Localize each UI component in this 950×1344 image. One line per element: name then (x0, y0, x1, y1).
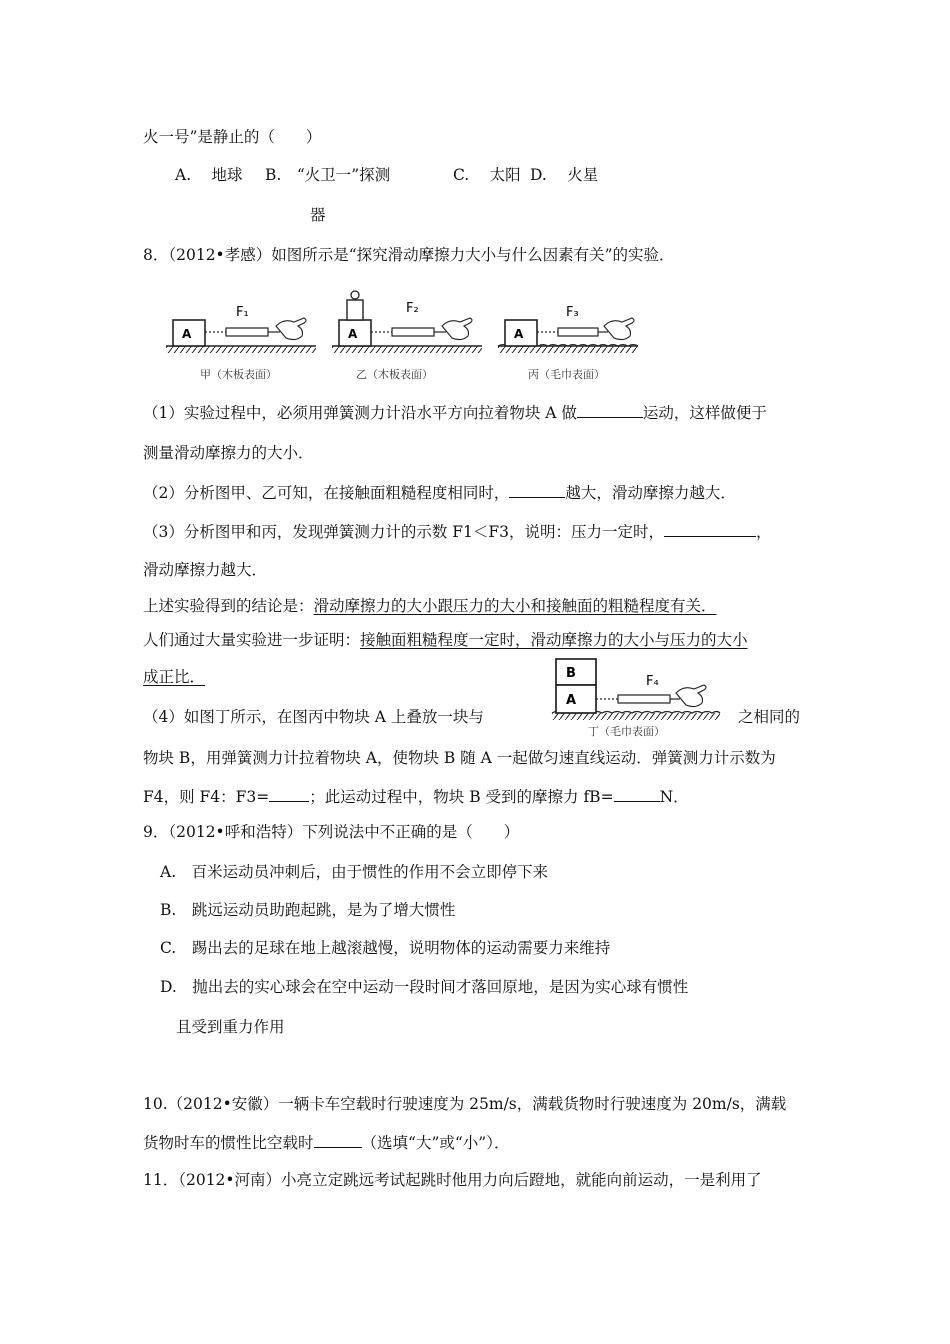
q8-part4-line3: F4，则 F4：F3= ；此运动过程中，物块 B 受到的摩擦力 fB= N． (143, 788, 689, 806)
hand-icon (676, 685, 706, 707)
q7-option-b-wrap: 器 (310, 206, 326, 224)
answer-blank-2[interactable] (509, 483, 565, 498)
q9-stem: 9．（2012•呼和浩特）下列说法中不正确的是（ ） (143, 823, 520, 841)
q9-option-d: D. 抛出去的实心球会在空中运动一段时间才落回原地，是因为实心球有惯性 (160, 978, 689, 996)
figure-panel-yi (332, 291, 482, 381)
q7-option-d: D. 火星 (530, 166, 599, 184)
q8-conclusion-1: 上述实验得到的结论是：滑动摩擦力的大小跟压力的大小和接触面的粗糙程度有关． (143, 597, 717, 615)
figure-panel-ding (548, 655, 726, 741)
spring-scale (226, 328, 268, 336)
force-label-f2: F₂ (406, 301, 419, 316)
block-b-label: B (566, 666, 576, 681)
caption-bing: 丙（毛巾表面） (528, 368, 605, 381)
block-a-label: A (348, 327, 358, 341)
q8-part2: （2）分析图甲、乙可知，在接触面粗糙程度相同时， 越大，滑动摩擦力越大． (143, 484, 736, 502)
q10-line1: 10.（2012•安徽）一辆卡车空载时行驶速度为 25m/s，满载货物时行驶速度为 20m/s，满载 (143, 1095, 787, 1113)
block-a-label: A (566, 693, 577, 708)
block-b (556, 659, 596, 685)
q8-part3-line1: （3）分析图甲和丙，发现弹簧测力计的示数 F1＜F3，说明：压力一定时， ， (143, 523, 772, 541)
friction-experiment-figure (160, 284, 650, 388)
q10-line2: 货物时车的惯性比空载时 （选填“大”或“小”）． (143, 1134, 510, 1152)
answer-blank-4[interactable] (269, 787, 309, 802)
q8-part4-line2: 物块 B，用弹簧测力计拉着物块 A，使物块 B 随 A 一起做匀速直线运动．弹簧测力计示数为 (143, 749, 776, 767)
block-a-label: A (514, 327, 524, 341)
q7-tail: 火一号”是静止的（ ） (143, 128, 322, 146)
spring-scale (392, 328, 434, 336)
answer-blank-6[interactable] (314, 1133, 362, 1148)
answer-blank-3[interactable] (664, 522, 756, 537)
q8-part1-line2: 测量滑动摩擦力的大小． (143, 444, 314, 462)
force-label-f4: F₄ (646, 674, 659, 689)
conclusion-answer-1: 滑动摩擦力的大小跟压力的大小和接触面的粗糙程度有关． (313, 597, 717, 615)
q8-part4-line1: （4）如图丁所示，在图丙中物块 A 上叠放一块与 (143, 708, 484, 726)
q9-option-c: C. 踢出去的足球在地上越滚越慢，说明物体的运动需要力来维持 (160, 939, 611, 957)
q7-option-c: C. 太阳 (453, 166, 521, 184)
hand-icon (276, 318, 306, 340)
force-label-f1: F₁ (236, 305, 249, 320)
figure-panel-jia (166, 305, 316, 381)
hand-icon (604, 318, 634, 340)
q8-part1-line1: （1）实验过程中，必须用弹簧测力计沿水平方向拉着物块 A 做 运动，这样做便于 (143, 404, 767, 422)
caption-ding: 丁（毛巾表面） (588, 725, 665, 738)
q9-option-b: B. 跳远运动员助跑起跳，是为了增大惯性 (160, 901, 456, 919)
q8-conclusion-2: 人们通过大量实验进一步证明：接触面粗糙程度一定时，滑动摩擦力的大小与压力的大小 (143, 631, 748, 649)
caption-yi: 乙（木板表面） (356, 368, 433, 381)
figure-panel-bing (498, 305, 638, 381)
weight-hook (351, 291, 359, 299)
conclusion-answer-2: 接触面粗糙程度一定时，滑动摩擦力的大小与压力的大小 (360, 631, 748, 649)
weight (347, 300, 363, 320)
answer-blank-1[interactable] (577, 403, 643, 418)
q8-conclusion-2-wrap: 成正比． (143, 668, 206, 686)
q7-option-a: A. 地球 (175, 166, 243, 184)
hand-icon (442, 318, 472, 340)
q11-line1: 11．（2012•河南）小亮立定跳远考试起跳时他用力向后蹬地，就能向前运动，一是利用了 (143, 1171, 762, 1189)
spring-scale (618, 695, 670, 703)
q7-option-b: B. “火卫一”探测 (265, 166, 391, 184)
q8-part4-line1-end: 之相同的 (738, 708, 801, 726)
caption-jia: 甲（木板表面） (200, 368, 277, 381)
force-label-f3: F₃ (566, 305, 579, 320)
q8-part3-line2: 滑动摩擦力越大． (143, 561, 268, 579)
block-a-label: A (182, 327, 192, 341)
q9-option-a: A. 百米运动员冲刺后，由于惯性的作用不会立即停下来 (160, 863, 549, 881)
q9-option-d-wrap: 且受到重力作用 (176, 1018, 285, 1036)
answer-blank-5[interactable] (614, 787, 660, 802)
q8-stem: 8．（2012•孝感）如图所示是“探究滑动摩擦力大小与什么因素有关”的实验． (143, 246, 675, 264)
spring-scale (558, 328, 598, 336)
